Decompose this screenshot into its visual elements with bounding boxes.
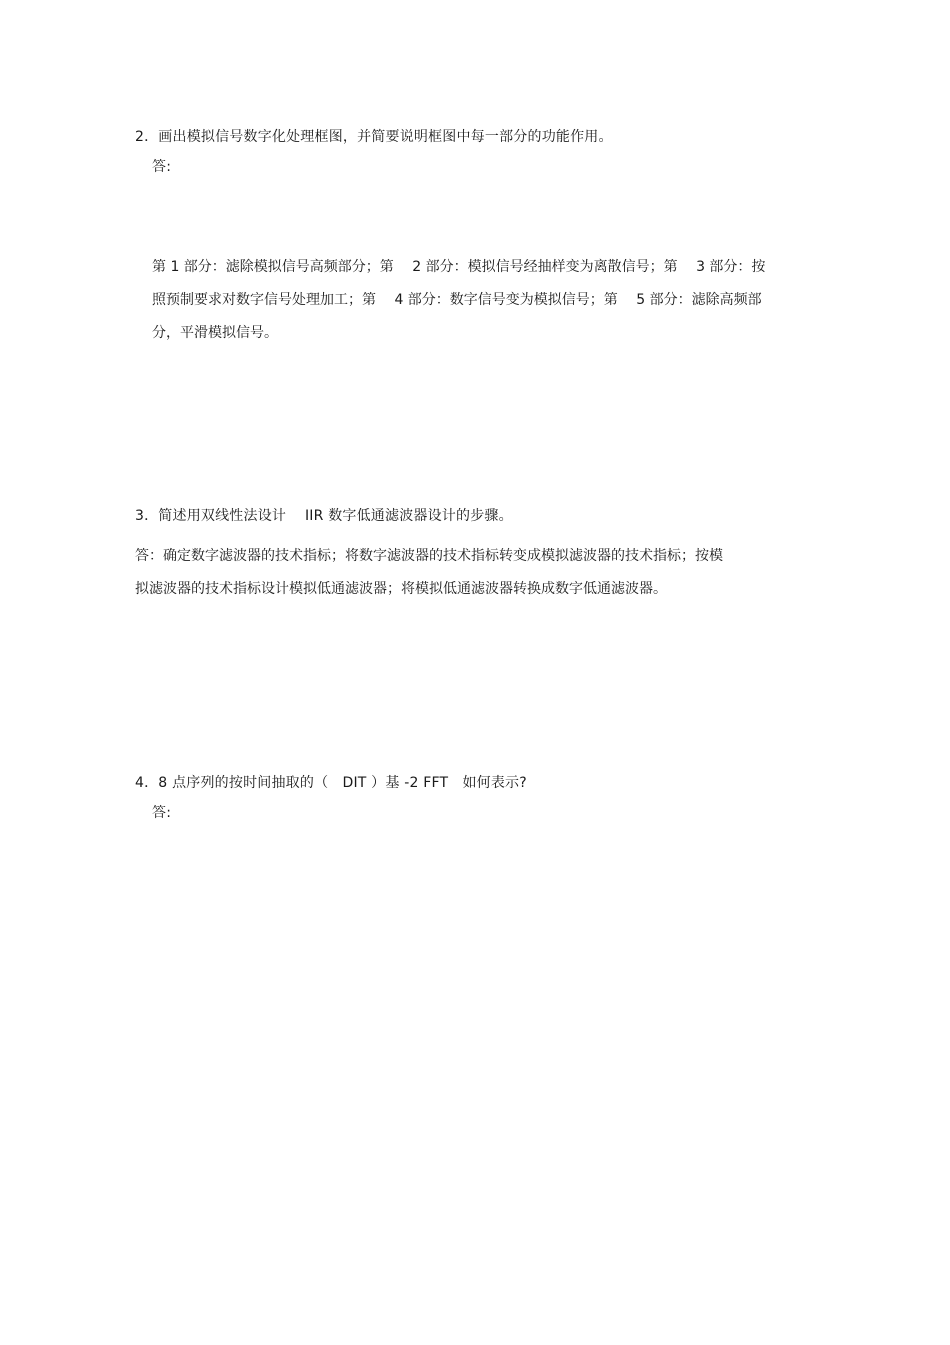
question-2-answer-line: 分，平滑模拟信号。 bbox=[152, 325, 278, 341]
question-2-answer-line: 照预制要求对数字信号处理加工；第 4 部分：数字信号变为模拟信号；第 5 部分：滤除高频部 bbox=[152, 292, 762, 308]
question-3-answer-body bbox=[135, 540, 723, 606]
question-3-text: 3．简述用双线性法设计 IIR 数字低通滤波器设计的步骤。 bbox=[135, 508, 513, 524]
question-2-answer-label: 答: bbox=[152, 159, 172, 175]
question-2-answer-body bbox=[152, 251, 765, 350]
question-4-text: 4．8 点序列的按时间抽取的（ DIT ）基 -2 FFT 如何表示? bbox=[135, 775, 527, 791]
question-2-text: 2．画出模拟信号数字化处理框图，并简要说明框图中每一部分的功能作用。 bbox=[135, 129, 613, 145]
question-3-answer-line: 拟滤波器的技术指标设计模拟低通滤波器；将模拟低通滤波器转换成数字低通滤波器。 bbox=[135, 581, 667, 597]
question-2-answer-line: 第 1 部分：滤除模拟信号高频部分；第 2 部分：模拟信号经抽样变为离散信号；第 3 部分：按 bbox=[152, 259, 766, 275]
question-3-answer-line: 答：确定数字滤波器的技术指标；将数字滤波器的技术指标转变成模拟滤波器的技术指标；按模 bbox=[135, 548, 723, 564]
question-4-answer-label: 答: bbox=[152, 805, 172, 821]
